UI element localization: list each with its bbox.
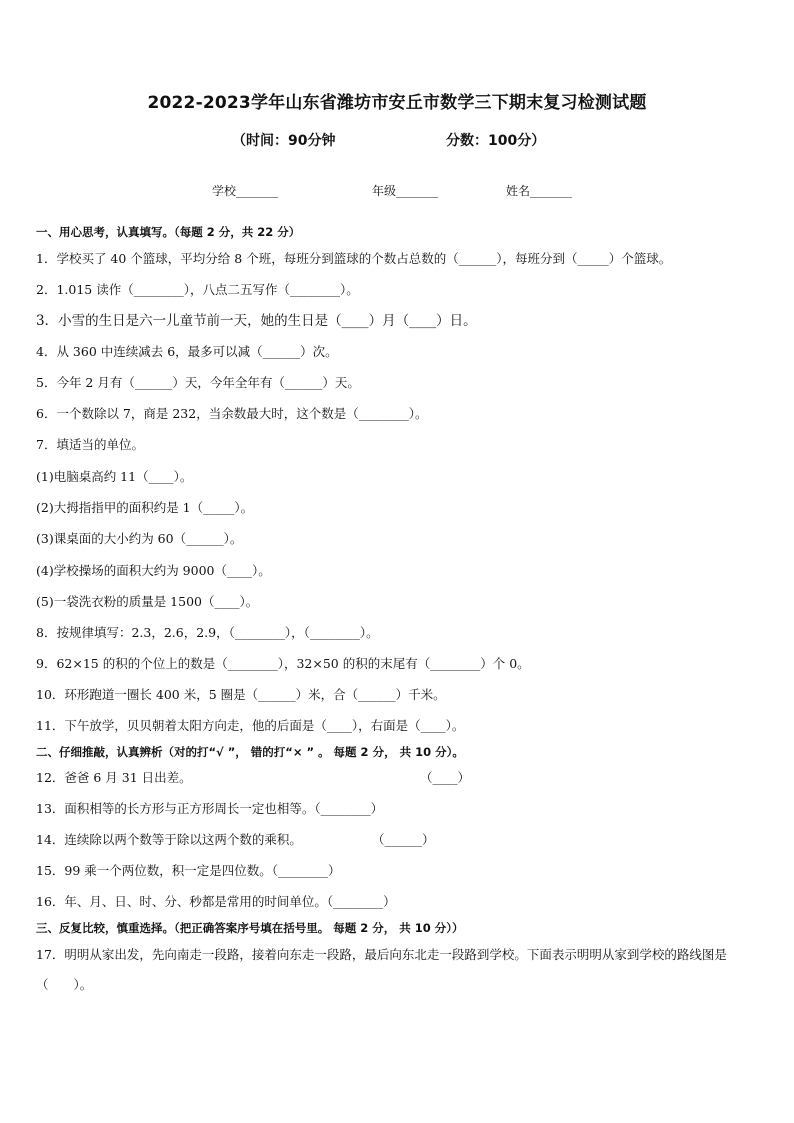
question-16: 16．年、月、日、时、分、秒都是常用的时间单位。（________）: [36, 894, 396, 909]
question-10: 10．环形跑道一圈长 400 米，5 圈是（______）米，合（______）千米。: [36, 687, 446, 702]
section-3-heading: 三、反复比较，慎重选择。（把正确答案序号填在括号里。 每题 2 分， 共 10 分））: [36, 921, 464, 935]
question-14: 14．连续除以两个数等于除以这两个数的乘积。: [36, 832, 302, 847]
section-2-heading: 二、仔细推敲，认真辨析（对的打“√ ”， 错的打“× ” 。 每题 2 分， 共 10 分）。: [36, 745, 464, 759]
question-3: 3．小雪的生日是六一儿童节前一天，她的生日是（____）月（____）日。: [36, 313, 477, 329]
exam-score: 分数：100分）: [446, 133, 546, 149]
question-11: 11．下午放学，贝贝朝着太阳方向走，他的后面是（____），右面是（____）。: [36, 718, 465, 733]
question-1: 1．学校买了 40 个篮球，平均分给 8 个班，每班分到篮球的个数占总数的（______），每班分到（_____）个篮球。: [36, 251, 672, 266]
exam-title: 2022-2023学年山东省潍坊市安丘市数学三下期末复习检测试题: [147, 93, 647, 113]
grade-field: 年级_______: [372, 184, 439, 198]
question-7-5: (5)一袋洗衣粉的质量是 1500（____）。: [36, 594, 259, 609]
question-17: 17．明明从家出发，先向南走一段路，接着向东走一段路，最后向东北走一段路到学校。下面表示明明从家到学校的路线图是（ ）。: [36, 947, 727, 992]
question-7: 7．填适当的单位。: [36, 437, 144, 452]
question-15: 15．99 乘一个两位数，积一定是四位数。（________）: [36, 863, 341, 878]
question-12: 12．爸爸 6 月 31 日出差。: [36, 770, 192, 785]
section-1-heading: 一、用心思考，认真填写。（每题 2 分，共 22 分）: [36, 225, 301, 239]
question-7-2: (2)大拇指指甲的面积约是 1（_____）。: [36, 500, 254, 515]
question-5: 5．今年 2 月有（______）天，今年全年有（______）天。: [36, 375, 360, 390]
exam-time: （时间：90分钟: [232, 133, 336, 149]
question-13: 13．面积相等的长方形与正方形周长一定也相等。（________）: [36, 801, 384, 816]
question-7-1: (1)电脑桌高约 11（____）。: [36, 469, 193, 484]
question-12-blank: （____）: [420, 770, 471, 785]
school-field: 学校_______: [212, 184, 279, 198]
question-7-3: (3)课桌面的大小约为 60（______）。: [36, 531, 243, 546]
question-9: 9．62×15 的积的个位上的数是（________），32×50 的积的末尾有（________）个 0。: [36, 656, 530, 671]
question-7-4: (4)学校操场的面积大约为 9000（____）。: [36, 563, 271, 578]
question-14-blank: （______）: [372, 832, 435, 847]
question-4: 4．从 360 中连续减去 6，最多可以减（______）次。: [36, 344, 338, 359]
question-2: 2．1.015 读作（________），八点二五写作（________）。: [36, 282, 359, 297]
question-6: 6．一个数除以 7，商是 232，当余数最大时，这个数是（________）。: [36, 406, 428, 421]
question-8: 8．按规律填写：2.3，2.6，2.9，（________），（________）。: [36, 625, 379, 640]
name-field: 姓名_______: [506, 184, 573, 198]
